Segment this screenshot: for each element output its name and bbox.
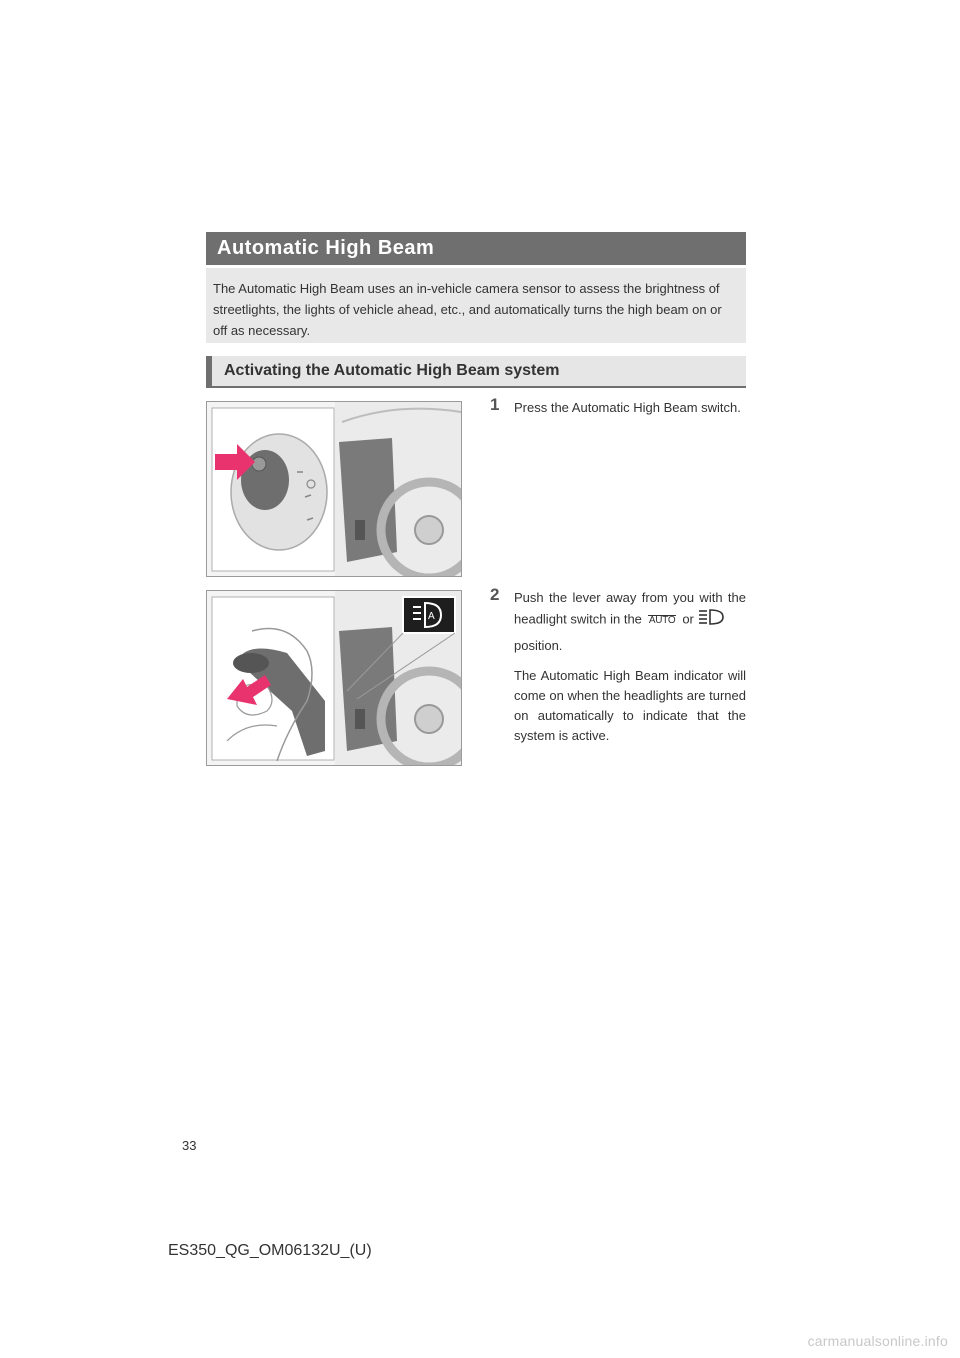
- lever-illustration: [206, 590, 462, 766]
- watermark: carmanualsonline.info: [807, 1333, 948, 1349]
- document-code: ES350_QG_OM06132U_(U): [168, 1242, 372, 1259]
- subsection-header: [206, 356, 746, 388]
- step-1: [490, 395, 746, 418]
- headlight-icon: [698, 608, 724, 632]
- step-1-number: 1: [490, 395, 500, 414]
- auto-position-icon: AUTO: [648, 614, 676, 626]
- switch-illustration: [206, 401, 462, 577]
- section-title: Automatic High Beam: [217, 237, 435, 259]
- step-2-number: 2: [490, 585, 500, 604]
- step-2-text-after: position.: [514, 638, 563, 653]
- svg-text:A: A: [428, 611, 435, 622]
- page-number: 33: [182, 1138, 197, 1153]
- step-2-text-before: Push the lever away from you with the headlight switch in the: [514, 590, 746, 627]
- intro-box: [206, 268, 746, 343]
- switch-illustration-drawing: [207, 402, 461, 576]
- step-2-note: The Automatic High Beam indicator will come on when the headlights are turned on automatically to indicate that the system is active.: [514, 668, 746, 743]
- step-1-text: Press the Automatic High Beam switch.: [514, 400, 741, 415]
- lever-illustration-drawing: [207, 591, 461, 765]
- step-2-text: [514, 588, 746, 746]
- step-2: [490, 585, 746, 746]
- step-2-or: or: [682, 611, 694, 627]
- section-header: [206, 232, 746, 265]
- subsection-title: Activating the Automatic High Beam system: [224, 362, 560, 379]
- intro-text: The Automatic High Beam uses an in-vehicle camera sensor to assess the brightness of streetlights, the lights of vehicle ahead, etc., and automatically turns the high beam on or off as necessary.: [213, 281, 722, 338]
